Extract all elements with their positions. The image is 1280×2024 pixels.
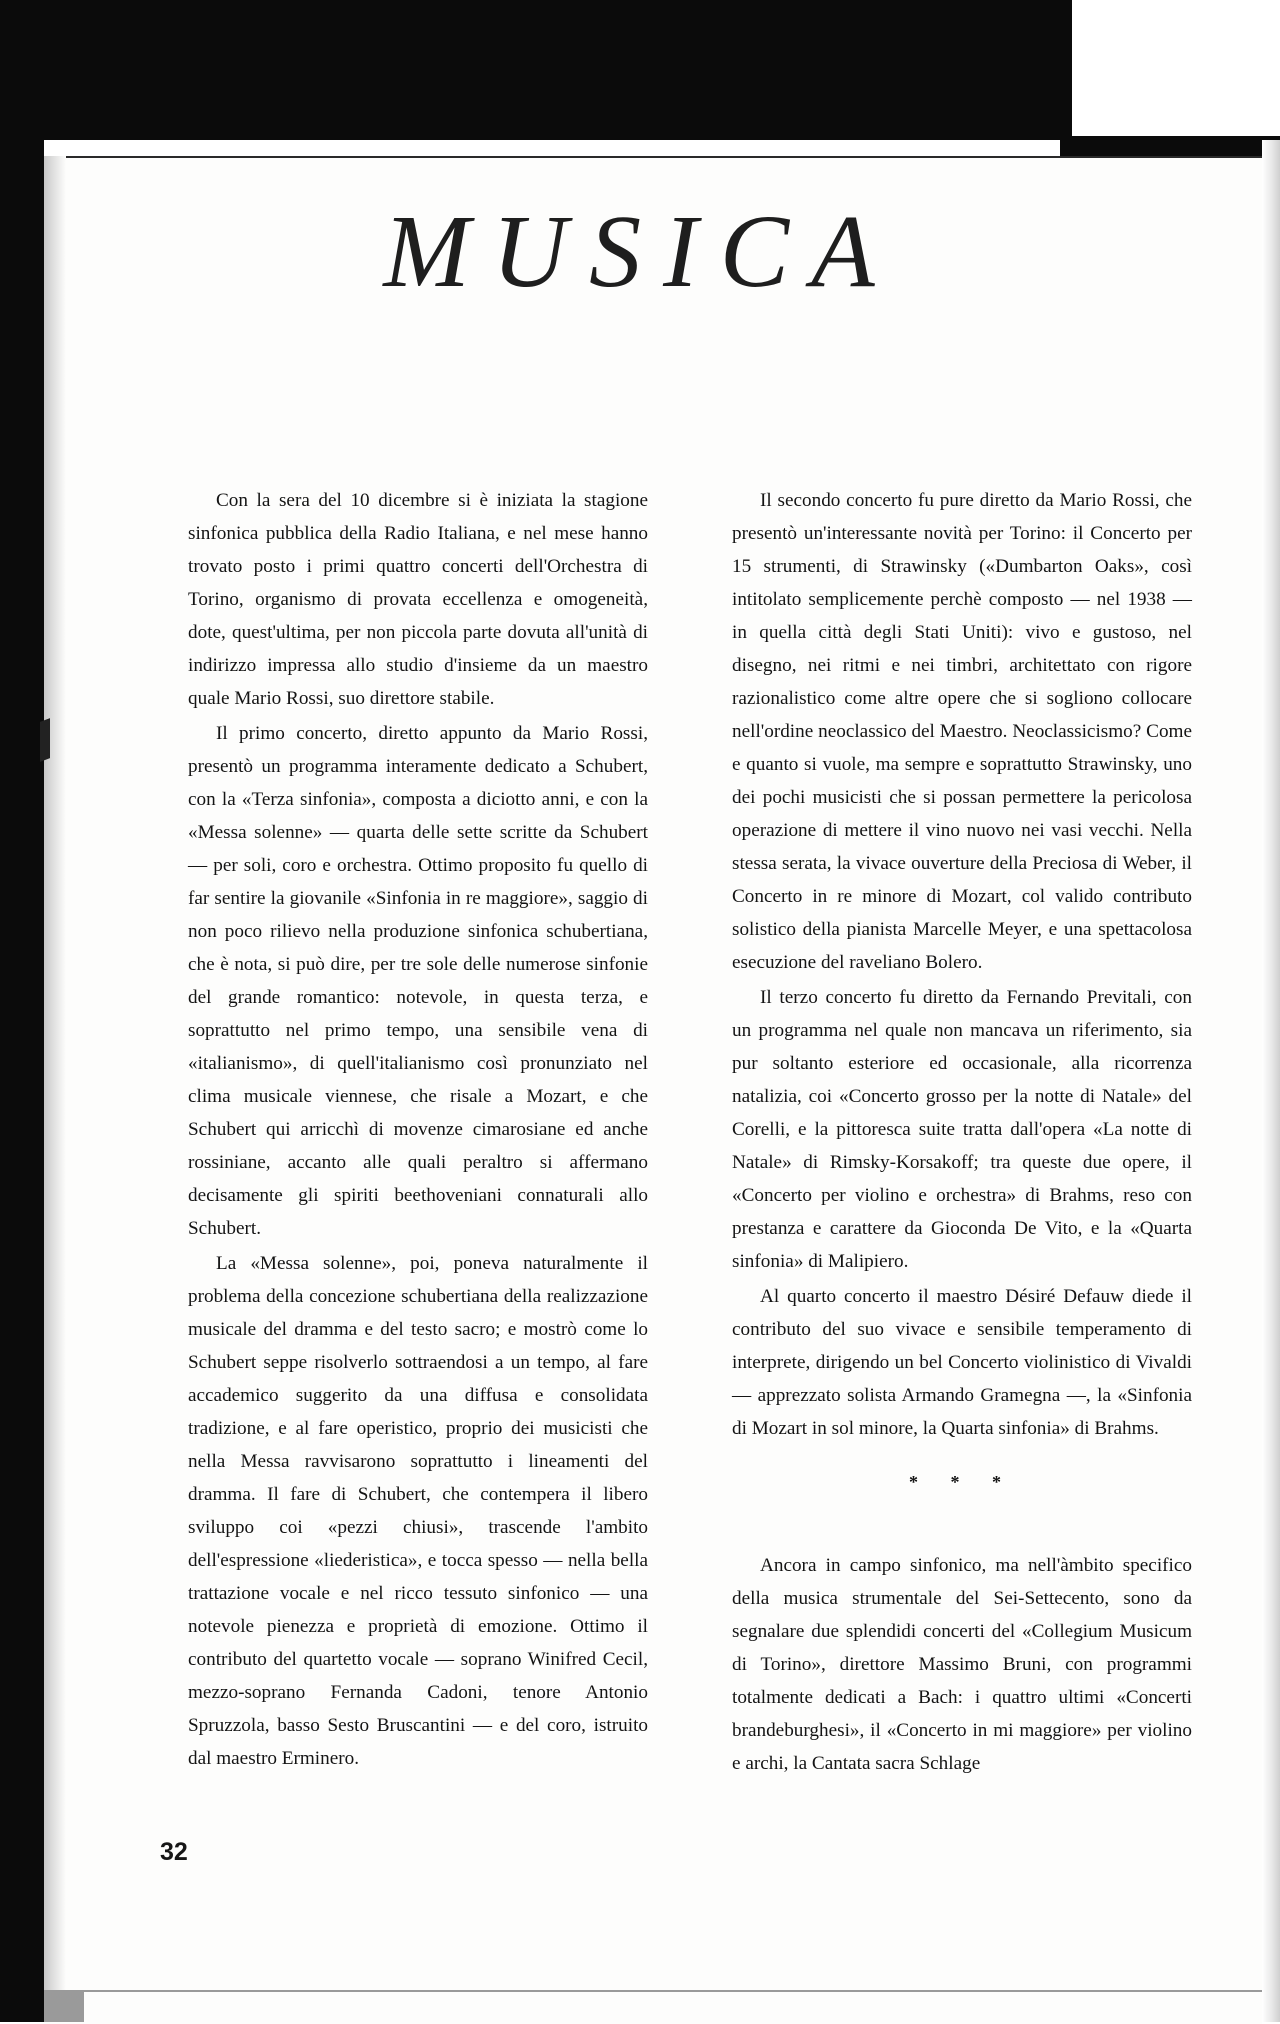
article-paragraph: Al quarto concerto il maestro Désiré Defauw diede il contributo del suo vivace e sensibile temperamento di interprete, dirigendo un bel Concerto violinistico di Vivaldi — apprezzato solista Armando Gramegna —, la «Sinfonia di Mozart in sol minore, la Quarta sinfonia» di Brahms. [732, 1286, 1192, 1439]
article-paragraph: Il primo concerto, diretto appunto da Mario Rossi, presentò un programma interamente dedicato a Schubert, con la «Terza sinfonia», composta a diciotto anni, e con la «Messa solenne» — quarta delle sette scritte da Schubert — per soli, coro e orchestra. Ottimo proposito fu quello di far sentire la giovanile «Sinfonia in re maggiore», saggio di non poco rilievo nella produzione sinfonica schubertiana, che è nota, si può dire, per tre sole delle numerose sinfonie del grande romantico: notevole, in questa terza, e soprattutto nel primo tempo, una sensibile vena di «italianismo», di quell'italianismo così pronunziato nel clima musicale viennese, che risale a Mozart, e che Schubert qui arricchì di movenze cimarosiane ed anche rossiniane, accanto alle quali peraltro si affermano decisamente gli spiriti beethoveniani connaturali allo Schubert. [188, 723, 648, 1239]
page-title: MUSICA [383, 194, 897, 309]
scan-border-top-right [1060, 136, 1280, 156]
article-column-right-top [732, 484, 1192, 1445]
article-paragraph: La «Messa solenne», poi, poneva naturalmente il problema della concezione schubertiana della realizzazione musicale del dramma e del testo sacro; e mostrò come lo Schubert seppe risolverlo sottraendosi a un tempo, al fare accademico suggerito da una diffusa e consolidata tradizione, e al fare operistico, proprio dei musicisti che nella Messa ravvisarono soprattutto i lineamenti del dramma. Il fare di Schubert, che contempera il libero sviluppo coi «pezzi chiusi», trascende l'ambito dell'espressione «liederistica», e tocca spesso — nella bella trattazione vocale e nel ricco tessuto sinfonico — una notevole pienezza e proprietà di emozione. Ottimo il contributo del quartetto vocale — soprano Winifred Cecil, mezzo-soprano Fernanda Cadoni, tenore Antonio Spruzzola, basso Sesto Bruscantini — e del coro, istruito dal maestro Erminero. [188, 1253, 648, 1769]
article-paragraph: Con la sera del 10 dicembre si è iniziata la stagione sinfonica pubblica della Radio Italiana, e nel mese hanno trovato posto i primi quattro concerti dell'Orchestra di Torino, organismo di provata eccellenza e omogeneità, dote, quest'ultima, per non piccola parte dovuta all'unità di indirizzo impressa allo studio d'insieme da un maestro quale Mario Rossi, suo direttore stabile. [188, 490, 648, 709]
article-paragraph: Il secondo concerto fu pure diretto da Mario Rossi, che presentò un'interessante novità per Torino: il Concerto per 15 strumenti, di Strawinsky («Dumbarton Oaks», così intitolato semplicemente perchè composto — nel 1938 — in quella città degli Stati Uniti): vivo e gustoso, nel disegno, nei ritmi e nei timbri, architettato con rigore razionalistico come altre opere che si sogliono collocare nell'ordine neoclassico del Maestro. Neoclassicismo? Come e quanto si vuole, ma sempre e soprattutto Strawinsky, uno dei pochi musicisti che si possan permettere la pericolosa operazione di mettere il vino nuovo nei vasi vecchi. Nella stessa serata, la vivace ouverture della Preciosa di Weber, il Concerto in re minore di Mozart, col valido contributo solistico della pianista Marcelle Meyer, e una spettacolosa esecuzione del raveliano Bolero. [732, 490, 1192, 973]
article-paragraph: Il terzo concerto fu diretto da Fernando Previtali, con un programma nel quale non mancava un riferimento, sia pur soltanto esteriore ed occasionale, alla ricorrenza natalizia, coi «Concerto grosso per la notte di Natale» del Corelli, e la pittoresca suite tratta dall'opera «La notte di Natale» di Rimsky-Korsakoff; tra queste due opere, il «Concerto per violino e orchestra» di Brahms, reso con prestanza e carattere da Gioconda De Vito, e la «Quarta sinfonia» di Malipiero. [732, 987, 1192, 1272]
article-column-right [732, 484, 1192, 1780]
bottom-corner [44, 1992, 84, 2022]
page-number: 32 [160, 1838, 188, 1866]
bottom-rule [44, 1990, 1262, 1992]
scan-border-top [0, 0, 1072, 140]
article-column-left [188, 484, 648, 1775]
article-paragraph: Ancora in campo sinfonico, ma nell'àmbito specifico della musica strumentale del Sei-Settecento, sono da segnalare due splendidi concerti del «Collegium Musicum di Torino», direttore Massimo Bruni, con programmi totalmente dedicati a Bach: i quattro ultimi «Concerti brandeburghesi», il «Concerto in mi maggiore» per violino e archi, la Cantata sacra Schlage [732, 1555, 1192, 1774]
scan-border-right [1262, 140, 1280, 2022]
left-margin-shade [44, 156, 66, 2022]
page-edge-mark [40, 718, 50, 762]
article-column-right-bottom [732, 1549, 1192, 1780]
section-divider: * * * [909, 1472, 1015, 1492]
